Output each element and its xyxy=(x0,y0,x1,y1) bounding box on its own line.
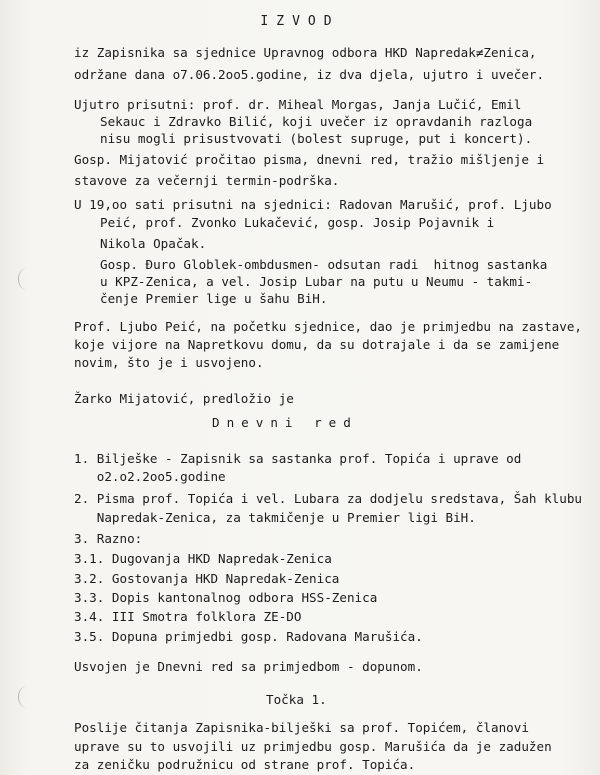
agenda-adopted: Usvojen je Dnevni red sa primjedbom - dopunom. xyxy=(74,659,423,674)
remark-line: novim, što je i usvojeno. xyxy=(74,355,264,370)
remark-line: Prof. Ljubo Peić, na početku sjednice, dao je primjedbu na zastave, xyxy=(74,319,582,334)
agenda-item: 3.1. Dugovanja HKD Napredak-Zenica xyxy=(74,551,332,566)
evening-line: čenje Premier lige u šahu BiH. xyxy=(100,291,328,306)
agenda-item: 1. Bilješke - Zapisnik sa sastanka prof. Topića i uprave od xyxy=(74,451,522,466)
agenda-item: 3.2. Gostovanja HKD Napredak-Zenica xyxy=(74,571,340,586)
document-title: IZVOD xyxy=(260,14,340,29)
intro-line: održane dana o7.06.2oo5.godine, iz dva djela, ujutro i uvečer. xyxy=(74,67,545,82)
morning-note-line: stavove za večernji termin-podrška. xyxy=(74,173,340,188)
agenda-item: 2. Pisma prof. Topića i vel. Lubara za dodjelu sredstava, Šah klubu xyxy=(74,491,582,506)
evening-line: Peić, prof. Zvonko Lukačević, gosp. Josip Pojavnik i xyxy=(100,215,495,230)
evening-line: u KPZ-Zenica, a vel. Josip Lubar na putu u Neumu - takmi- xyxy=(100,274,533,289)
agenda-heading: Dnevni red xyxy=(212,415,358,430)
agenda-item: 3.3. Dopis kantonalnog odbora HSS-Zenica xyxy=(74,590,378,605)
evening-line: Nikola Opačak. xyxy=(100,236,207,251)
agenda-item: o2.o2.2oo5.godine xyxy=(74,469,226,484)
morning-line: Sekauc i Zdravko Bilić, koji uvečer iz opravdanih razloga xyxy=(100,114,533,129)
agenda-item: 3. Razno: xyxy=(74,531,143,546)
agenda-item: 3.4. III Smotra folklora ZE-DO xyxy=(74,609,302,624)
evening-line: Gosp. Đuro Globlek-ombdusmen- odsutan radi hitnog sastanka xyxy=(100,257,548,272)
evening-line: U 19,oo sati prisutni na sjednici: Radovan Marušić, prof. Ljubo xyxy=(74,197,552,212)
point-line: za zeničku podružnicu od strane prof. Topića. xyxy=(74,757,416,772)
point-line: uprave su to usvojili uz primjedbu gosp. Marušića da je zadužen xyxy=(74,739,552,754)
morning-line: nisu mogli prisustvovati (bolest supruge, put i koncert). xyxy=(100,131,533,146)
point-heading: Točka 1. xyxy=(266,692,327,707)
intro-line: iz Zapisnika sa sjednice Upravnog odbora HKD Napredak≠Zenica, xyxy=(74,45,537,60)
punch-hole-mark xyxy=(18,686,35,708)
agenda-item: 3.5. Dopuna primjedbi gosp. Radovana Marušića. xyxy=(74,629,423,644)
proposal-line: Žarko Mijatović, predložio je xyxy=(74,391,294,406)
point-line: Poslije čitanja Zapisnika-bilješki sa prof. Topićem, članovi xyxy=(74,720,529,735)
punch-hole-mark xyxy=(18,268,35,290)
agenda-item: Napredak-Zenica, za takmičenje u Premier ligi BiH. xyxy=(74,510,476,525)
morning-note-line: Gosp. Mijatović pročitao pisma, dnevni red, tražio mišljenje i xyxy=(74,152,545,167)
morning-line: Ujutro prisutni: prof. dr. Miheal Morgas, Janja Lučić, Emil xyxy=(74,97,522,112)
remark-line: koje vijore na Napretkovu domu, da su dotrajale i da se zamijene xyxy=(74,337,560,352)
